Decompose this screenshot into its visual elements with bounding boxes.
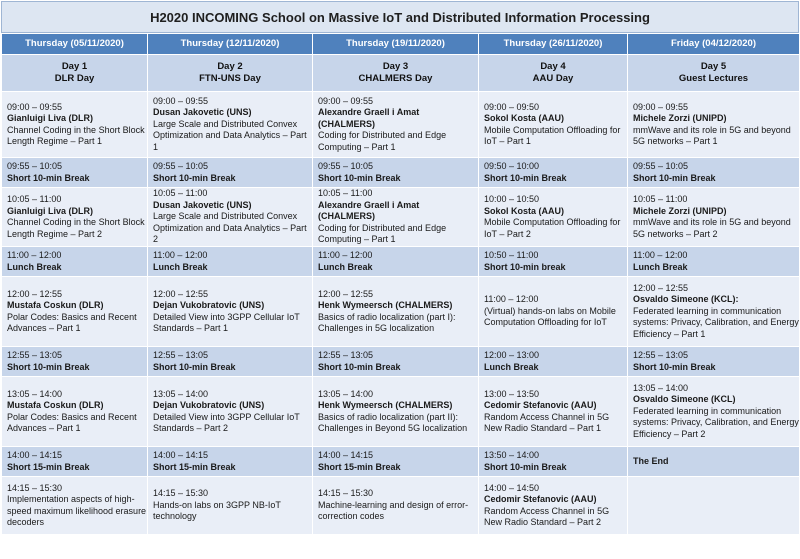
session-title: Hands-on labs on 3GPP NB-IoT technology bbox=[153, 499, 281, 522]
session-cell bbox=[148, 477, 313, 535]
table-row bbox=[2, 92, 800, 158]
session-title: Random Access Channel in 5G New Radio Standard – Part 1 bbox=[484, 411, 610, 433]
break-cell bbox=[148, 158, 313, 188]
session-speaker: Dejan Vukobratovic (UNS) bbox=[153, 400, 265, 410]
session-time: 14:00 – 14:50 bbox=[484, 482, 540, 493]
session-time: 14:15 – 15:30 bbox=[7, 482, 63, 493]
day-name: Guest Lectures bbox=[678, 73, 749, 84]
session-time: 09:00 – 09:55 bbox=[318, 95, 374, 106]
day-number: Day 3 bbox=[382, 61, 409, 72]
session-time: 09:00 – 09:55 bbox=[153, 95, 209, 106]
break-time: 12:55 – 13:05 bbox=[318, 350, 374, 360]
day-number: Day 4 bbox=[540, 61, 566, 72]
break-label: Short 10-min Break bbox=[153, 172, 236, 183]
session-speaker: Dusan Jakovetic (UNS) bbox=[153, 107, 252, 118]
session-title: Polar Codes: Basics and Recent Advances – Part 1 bbox=[7, 311, 137, 333]
session-time: 12:00 – 12:55 bbox=[633, 282, 689, 293]
session-cell bbox=[479, 92, 628, 158]
session-cell bbox=[313, 188, 479, 247]
table-row bbox=[2, 377, 800, 447]
break-label: Short 10-min Break bbox=[318, 361, 401, 372]
break-label: Short 10-min Break bbox=[7, 361, 90, 372]
session-speaker: Gianluigi Liva (DLR) bbox=[7, 113, 94, 123]
session-time: 11:00 – 12:00 bbox=[484, 294, 539, 305]
table-row bbox=[2, 277, 800, 347]
session-title: Detailed View into 3GPP Cellular IoT Standards – Part 1 bbox=[153, 311, 300, 333]
schedule-table bbox=[1, 33, 800, 535]
break-label: Short 10-min Break bbox=[484, 172, 567, 183]
empty-cell bbox=[628, 477, 800, 535]
table-row bbox=[2, 477, 800, 535]
break-time: 12:55 – 13:05 bbox=[153, 350, 209, 360]
break-label: Lunch Break bbox=[484, 361, 539, 372]
day-name: FTN-UNS Day bbox=[199, 73, 261, 84]
break-cell bbox=[479, 347, 628, 377]
break-time: 11:00 – 12:00 bbox=[7, 250, 62, 260]
session-time: 09:00 – 09:50 bbox=[484, 101, 540, 112]
break-time: 13:50 – 14:00 bbox=[484, 450, 540, 460]
session-title: Large Scale and Distributed Convex Optimization and Data Analytics – Part 1 bbox=[153, 118, 307, 152]
session-title: mmWave and its role in 5G and beyond 5G networks – Part 2 bbox=[633, 217, 791, 239]
break-time: 12:55 – 13:05 bbox=[7, 350, 63, 360]
table-row bbox=[2, 158, 800, 188]
break-time: 09:55 – 10:05 bbox=[318, 161, 374, 171]
session-cell bbox=[479, 477, 628, 535]
session-time: 14:15 – 15:30 bbox=[318, 488, 374, 499]
break-label: Short 15-min Break bbox=[318, 461, 401, 472]
session-speaker: Michele Zorzi (UNIPD) bbox=[633, 113, 727, 123]
session-cell bbox=[628, 188, 800, 247]
session-title: Federated learning in communication systems: Privacy, Calibration, and Energy Efficiency – Part 2 bbox=[633, 405, 799, 439]
break-time: 14:00 – 14:15 bbox=[7, 450, 63, 460]
session-cell bbox=[479, 277, 628, 347]
session-time: 13:05 – 14:00 bbox=[318, 388, 374, 399]
break-cell bbox=[2, 247, 148, 277]
day-number: Day 1 bbox=[61, 61, 88, 72]
break-cell bbox=[628, 158, 800, 188]
session-time: 13:05 – 14:00 bbox=[153, 388, 209, 399]
session-cell bbox=[148, 377, 313, 447]
break-cell bbox=[2, 447, 148, 477]
break-cell bbox=[628, 347, 800, 377]
session-speaker: Alexandre Graell i Amat (CHALMERS) bbox=[318, 199, 420, 222]
break-cell bbox=[2, 347, 148, 377]
session-time: 10:05 – 11:00 bbox=[318, 188, 373, 199]
session-cell bbox=[2, 277, 148, 347]
table-row bbox=[2, 347, 800, 377]
session-title: mmWave and its role in 5G and beyond 5G networks – Part 1 bbox=[633, 124, 791, 146]
date-header: Thursday (26/11/2020) bbox=[479, 34, 628, 55]
break-label: Short 15-min Break bbox=[153, 461, 236, 472]
break-cell bbox=[313, 347, 479, 377]
session-cell bbox=[628, 277, 800, 347]
session-cell bbox=[313, 377, 479, 447]
session-cell bbox=[2, 477, 148, 535]
session-cell bbox=[313, 92, 479, 158]
session-speaker: Cedomir Stefanovic (AAU) bbox=[484, 400, 597, 410]
session-title: Mobile Computation Offloading for IoT – Part 1 bbox=[484, 124, 621, 146]
break-time: 09:55 – 10:05 bbox=[633, 161, 689, 171]
session-speaker: Sokol Kosta (AAU) bbox=[484, 205, 565, 216]
session-time: 10:05 – 11:00 bbox=[7, 194, 62, 204]
session-cell bbox=[479, 188, 628, 247]
break-label: Lunch Break bbox=[153, 261, 208, 272]
session-time: 12:00 – 12:55 bbox=[153, 288, 209, 299]
break-cell bbox=[148, 447, 313, 477]
break-label: Short 10-min Break bbox=[153, 361, 236, 372]
session-cell bbox=[313, 477, 479, 535]
day-name: DLR Day bbox=[54, 73, 95, 84]
date-header: Thursday (19/11/2020) bbox=[313, 34, 479, 55]
break-cell bbox=[148, 347, 313, 377]
end-label: The End bbox=[633, 455, 669, 466]
session-cell bbox=[2, 377, 148, 447]
session-title: Random Access Channel in 5G New Radio Standard – Part 2 bbox=[484, 505, 610, 527]
session-title: Detailed View into 3GPP Cellular IoT Standards – Part 2 bbox=[153, 411, 300, 433]
session-cell bbox=[628, 377, 800, 447]
session-speaker: Henk Wymeersch (CHALMERS) bbox=[318, 400, 453, 410]
session-title: (Virtual) hands-on labs on Mobile Computation Offloading for IoT bbox=[484, 305, 616, 328]
session-time: 13:05 – 14:00 bbox=[633, 382, 689, 393]
session-title: Polar Codes: Basics and Recent Advances – Part 1 bbox=[7, 411, 137, 433]
break-label: Short 10-min Break bbox=[484, 461, 567, 472]
day-header bbox=[628, 55, 800, 92]
day-name: CHALMERS Day bbox=[358, 73, 433, 84]
session-title: Channel Coding in the Short Block Length Regime – Part 2 bbox=[7, 217, 145, 239]
session-cell bbox=[2, 92, 148, 158]
session-speaker: Cedomir Stefanovic (AAU) bbox=[484, 494, 597, 504]
break-cell bbox=[479, 158, 628, 188]
day-header bbox=[2, 55, 148, 92]
session-title: Basics of radio localization (part II): Challenges in Beyond 5G localization bbox=[318, 411, 468, 433]
session-title: Mobile Computation Offloading for IoT – Part 2 bbox=[484, 217, 621, 239]
session-title: Implementation aspects of high-speed maximum likelihood erasure decoders bbox=[7, 494, 147, 527]
session-speaker: Michele Zorzi (UNIPD) bbox=[633, 205, 727, 216]
session-time: 12:00 – 12:55 bbox=[7, 288, 63, 299]
break-time: 09:55 – 10:05 bbox=[153, 161, 209, 171]
session-speaker: Sokol Kosta (AAU) bbox=[484, 113, 565, 123]
date-header: Friday (04/12/2020) bbox=[628, 34, 800, 55]
break-cell bbox=[479, 247, 628, 277]
break-time: 10:50 – 11:00 bbox=[484, 250, 539, 260]
session-speaker: Dejan Vukobratovic (UNS) bbox=[153, 300, 265, 310]
break-label: Short 10-min Break bbox=[633, 361, 716, 372]
table-row bbox=[2, 447, 800, 477]
session-time: 10:05 – 11:00 bbox=[633, 194, 688, 204]
session-speaker: Osvaldo Simeone (KCL): bbox=[633, 294, 739, 305]
session-title: Machine-learning and design of error-correction codes bbox=[318, 499, 469, 522]
session-title: Coding for Distributed and Edge Computing – Part 1 bbox=[318, 130, 447, 152]
break-label: Short 10-min break bbox=[484, 261, 566, 272]
break-cell bbox=[313, 247, 479, 277]
break-time: 12:00 – 13:00 bbox=[484, 350, 540, 360]
day-number: Day 2 bbox=[217, 61, 243, 72]
session-title: Channel Coding in the Short Block Length Regime – Part 1 bbox=[7, 124, 145, 146]
break-label: Short 10-min Break bbox=[633, 172, 716, 183]
page-title: H2020 INCOMING School on Massive IoT and Distributed Information Processing bbox=[1, 1, 799, 33]
session-time: 14:15 – 15:30 bbox=[153, 488, 209, 499]
break-time: 09:55 – 10:05 bbox=[7, 161, 63, 171]
break-label: Lunch Break bbox=[318, 261, 373, 272]
break-label: Short 15-min Break bbox=[7, 461, 90, 472]
session-time: 09:00 – 09:55 bbox=[7, 101, 63, 112]
break-time: 14:00 – 14:15 bbox=[318, 450, 374, 460]
break-cell bbox=[148, 247, 313, 277]
session-cell bbox=[148, 188, 313, 247]
session-cell bbox=[148, 277, 313, 347]
session-time: 10:00 – 10:50 bbox=[484, 194, 540, 204]
session-speaker: Henk Wymeersch (CHALMERS) bbox=[318, 300, 453, 310]
date-header: Thursday (12/11/2020) bbox=[148, 34, 313, 55]
session-cell bbox=[628, 92, 800, 158]
break-cell bbox=[2, 158, 148, 188]
break-cell bbox=[628, 247, 800, 277]
session-cell bbox=[148, 92, 313, 158]
day-name: AAU Day bbox=[532, 73, 574, 84]
day-header bbox=[148, 55, 313, 92]
break-time: 09:50 – 10:00 bbox=[484, 161, 540, 171]
session-speaker: Osvaldo Simeone (KCL) bbox=[633, 394, 736, 405]
session-title: Coding for Distributed and Edge Computing – Part 1 bbox=[318, 222, 447, 245]
session-time: 13:05 – 14:00 bbox=[7, 388, 63, 399]
session-cell bbox=[479, 377, 628, 447]
day-number: Day 5 bbox=[700, 61, 727, 72]
break-time: 11:00 – 12:00 bbox=[153, 250, 208, 260]
session-time: 09:00 – 09:55 bbox=[633, 101, 689, 112]
break-time: 14:00 – 14:15 bbox=[153, 450, 209, 460]
table-row bbox=[2, 247, 800, 277]
session-speaker: Mustafa Coskun (DLR) bbox=[7, 400, 104, 410]
break-label: Lunch Break bbox=[633, 261, 688, 272]
session-speaker: Dusan Jakovetic (UNS) bbox=[153, 199, 252, 210]
session-cell bbox=[313, 277, 479, 347]
end-cell bbox=[628, 447, 800, 477]
session-time: 10:05 – 11:00 bbox=[153, 188, 208, 199]
break-label: Lunch Break bbox=[7, 261, 62, 272]
session-cell bbox=[2, 188, 148, 247]
session-title: Basics of radio localization (part I): Challenges in 5G localization bbox=[318, 311, 456, 333]
session-time: 13:00 – 13:50 bbox=[484, 388, 540, 399]
session-speaker: Gianluigi Liva (DLR) bbox=[7, 205, 94, 216]
schedule-document bbox=[1, 1, 799, 557]
session-time: 12:00 – 12:55 bbox=[318, 288, 374, 299]
break-cell bbox=[313, 158, 479, 188]
break-cell bbox=[313, 447, 479, 477]
break-time: 11:00 – 12:00 bbox=[633, 250, 688, 260]
break-label: Short 10-min Break bbox=[318, 172, 401, 183]
day-header bbox=[313, 55, 479, 92]
day-header bbox=[479, 55, 628, 92]
break-time: 11:00 – 12:00 bbox=[318, 250, 373, 260]
break-cell bbox=[479, 447, 628, 477]
session-title: Large Scale and Distributed Convex Optimization and Data Analytics – Part 2 bbox=[153, 211, 307, 245]
session-speaker: Mustafa Coskun (DLR) bbox=[7, 300, 104, 310]
session-title: Federated learning in communication systems: Privacy, Calibration, and Energy Efficiency – Part 1 bbox=[633, 305, 799, 339]
break-label: Short 10-min Break bbox=[7, 172, 90, 183]
table-row bbox=[2, 188, 800, 247]
session-speaker: Alexandre Graell i Amat (CHALMERS) bbox=[318, 107, 420, 129]
date-header: Thursday (05/11/2020) bbox=[2, 34, 148, 55]
break-time: 12:55 – 13:05 bbox=[633, 350, 689, 360]
